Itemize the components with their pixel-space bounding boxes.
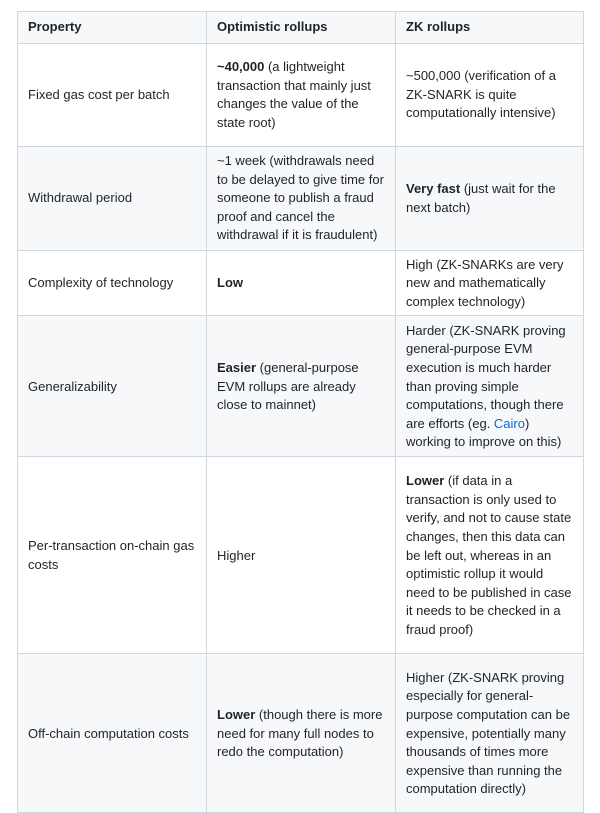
optimistic-text: (general-purpose EVM rollups are already close to mainnet): [217, 359, 359, 413]
optimistic-emphasis: Low: [217, 275, 243, 291]
zk-emphasis: Lower: [406, 473, 445, 489]
optimistic-text: (a lightweight transaction that mainly just changes the value of the state root): [217, 58, 371, 130]
property-cell: Off-chain computation costs: [18, 654, 207, 813]
property-cell: Generalizability: [18, 316, 207, 457]
optimistic-cell: [207, 250, 396, 316]
table-row: [18, 43, 584, 146]
header-zk-rollups: ZK rollups: [396, 12, 584, 44]
optimistic-cell: [207, 654, 396, 813]
optimistic-text: (though there is more need for many full nodes to redo the computation): [217, 706, 383, 760]
header-optimistic-rollups: Optimistic rollups: [207, 12, 396, 44]
optimistic-emphasis: Lower: [217, 706, 256, 722]
zk-text: (if data in a transaction is only used to verify, and not to cause state changes, then this data can be left out, whereas in an optimistic rollup it would need to be published in case it needs to be checked in a fraud proof): [406, 473, 572, 637]
optimistic-text: ~1 week (withdrawals need to be delayed to give time for someone to publish a fraud proof and cancel the withdrawal if it is fraudulent): [217, 153, 384, 243]
zk-cell: [396, 43, 584, 146]
property-cell: Fixed gas cost per batch: [18, 43, 207, 146]
table-header-row: [18, 12, 584, 44]
zk-text: ~500,000 (verification of a ZK-SNARK is quite computationally intensive): [406, 68, 556, 121]
cairo-link[interactable]: Cairo: [493, 415, 525, 431]
optimistic-emphasis: Easier: [217, 359, 257, 375]
property-cell: Complexity of technology: [18, 250, 207, 316]
zk-text: (just wait for the next batch): [406, 181, 556, 215]
optimistic-cell: [207, 146, 396, 250]
zk-cell: [396, 146, 584, 250]
optimistic-text: Higher: [217, 547, 256, 563]
optimistic-cell: [207, 457, 396, 654]
optimistic-cell: [207, 316, 396, 457]
optimistic-cell: [207, 43, 396, 146]
zk-emphasis: Very fast: [406, 181, 461, 196]
property-cell: Withdrawal period: [18, 146, 207, 250]
zk-text: Higher (ZK-SNARK proving especially for general-purpose computation can be expensive, potentially many thousands of times more expensive than running the computation directly): [406, 669, 571, 797]
table-row: [18, 316, 584, 457]
comparison-table: [17, 11, 584, 813]
zk-cell: [396, 316, 584, 457]
property-cell: Per-transaction on-chain gas costs: [18, 457, 207, 654]
header-property: Property: [18, 12, 207, 44]
optimistic-emphasis: ~40,000: [217, 58, 265, 74]
table-row: [18, 457, 584, 654]
zk-cell: [396, 250, 584, 316]
table-row: [18, 654, 584, 813]
zk-text-after-link: ) working to improve on this): [406, 415, 562, 450]
zk-cell: [396, 457, 584, 654]
zk-cell: [396, 654, 584, 813]
zk-text: Harder (ZK-SNARK proving general-purpose EVM execution is much harder than proving simple computations, though there are efforts (eg.: [406, 322, 566, 431]
table-row: [18, 146, 584, 250]
zk-text: High (ZK-SNARKs are very new and mathematically complex technology): [406, 256, 564, 309]
table-row: [18, 250, 584, 316]
